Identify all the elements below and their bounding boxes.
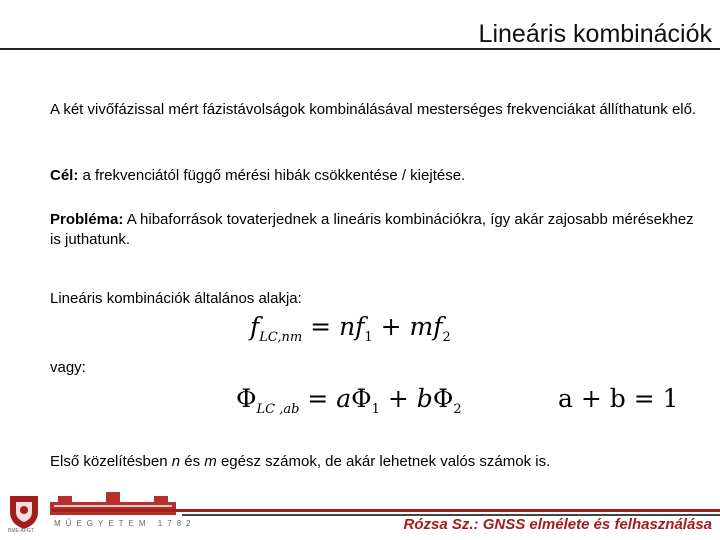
note-variable-m: m <box>204 453 217 470</box>
logo-caption: BME-ÁFGT <box>8 528 34 534</box>
university-logo-icon <box>8 492 40 530</box>
formula-symbol: Φ <box>432 384 454 413</box>
formula-subscript: LC ,ab <box>256 402 300 417</box>
formula-operator: = <box>302 312 340 341</box>
intro-paragraph: A két vivőfázissal mért fázistávolságok kombinálásával mesterséges frekvenciákat állíthatunk elő. <box>50 101 697 118</box>
formula-term: mf <box>409 312 443 341</box>
formula-term: nf <box>339 312 365 341</box>
formula-operator: = <box>299 384 337 413</box>
note-paragraph <box>50 452 700 472</box>
general-form-label: Lineáris kombinációk általános alakja: <box>50 290 302 307</box>
formula-symbol: f <box>250 312 260 341</box>
formula-linear-combination-phase <box>236 384 462 417</box>
note-text: és <box>180 453 205 470</box>
problem-text: A hibaforrások tovaterjednek a lineáris kombinációkra, így akár zajosabb mérésekhez is juthatunk. <box>50 211 694 248</box>
footer-course-title: Rózsa Sz.: GNSS elmélete és felhasználása <box>403 516 712 533</box>
muegyetem-text: MŰEGYETEM 1782 <box>54 519 196 528</box>
goal-text: a frekvenciától függő mérési hibák csökkentése / kiejtése. <box>78 167 466 184</box>
formula-operator: + <box>379 384 417 413</box>
goal-paragraph <box>50 166 700 186</box>
goal-label: Cél: <box>50 167 79 184</box>
formula-subscript: 2 <box>442 330 451 345</box>
problem-label: Probléma: <box>50 211 124 228</box>
or-label: vagy: <box>50 359 86 376</box>
problem-paragraph <box>50 210 700 250</box>
formula-subscript: 1 <box>371 402 380 417</box>
note-variable-n: n <box>171 453 181 470</box>
formula-operator: + <box>372 312 410 341</box>
note-text: egész számok, de akár lehetnek valós számok is. <box>216 453 551 470</box>
formula-constraint: a + b = 1 <box>558 384 679 413</box>
formula-subscript: LC,nm <box>259 330 303 345</box>
slide-title: Lineáris kombinációk <box>478 20 712 48</box>
formula-term: b <box>416 384 433 413</box>
university-building-icon <box>48 490 178 516</box>
formula-subscript: 1 <box>364 330 373 345</box>
title-divider <box>0 48 720 50</box>
formula-symbol: Φ <box>236 384 257 413</box>
formula-linear-combination-frequency <box>250 312 451 345</box>
formula-symbol: Φ <box>351 384 372 413</box>
formula-subscript: 2 <box>453 402 462 417</box>
formula-term: a <box>336 384 352 413</box>
note-text: Első közelítésben <box>50 453 172 470</box>
footer-divider-red <box>52 509 720 512</box>
